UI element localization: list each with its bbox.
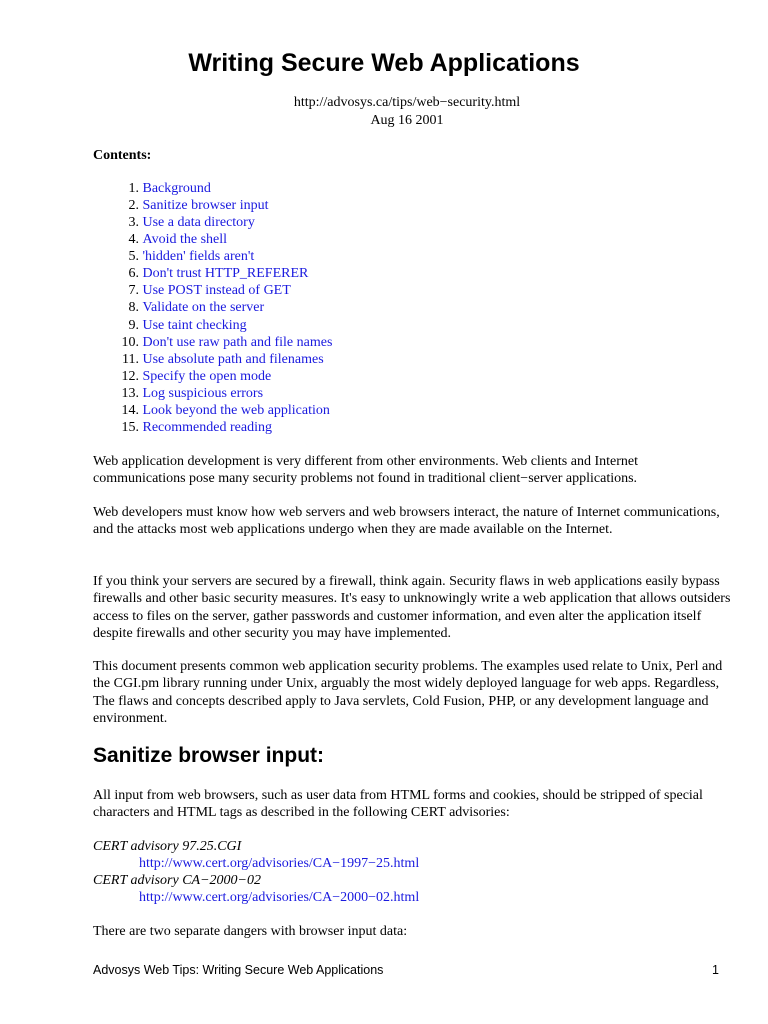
toc-number: 7. <box>128 283 139 299</box>
toc-item <box>93 402 332 419</box>
toc-number: 10. <box>121 334 139 350</box>
toc-number: 15. <box>121 419 139 435</box>
paragraph-firewall: If you think your servers are secured by a firewall, think again. Security flaws in web applications easily bypass firewalls and other basic security measures. It's easy to unknowingly write a web application that allows outsiders access to files on the server, gather passwords and customer information, and even alter the application itself despite firewalls and other security you may have implemented. <box>93 574 731 641</box>
toc-item <box>93 368 332 385</box>
toc-number: 11. <box>122 351 139 367</box>
toc-number: 2. <box>128 198 139 214</box>
toc-item <box>93 197 332 214</box>
toc-item <box>93 351 332 368</box>
toc-number: 4. <box>128 232 139 248</box>
document-url: http://advosys.ca/tips/web−security.html <box>293 95 521 110</box>
advisory-link[interactable]: http://www.cert.org/advisories/CA−1997−25.html <box>139 856 420 871</box>
toc-item <box>93 334 332 351</box>
toc-link-sanitize-browser-input[interactable]: Sanitize browser input <box>142 198 269 214</box>
toc-item <box>93 180 332 197</box>
toc-item <box>93 419 332 436</box>
toc-item <box>93 317 332 334</box>
toc-number: 5. <box>128 249 139 265</box>
toc-item <box>93 282 332 299</box>
document-meta <box>0 94 768 130</box>
toc-item <box>93 265 332 282</box>
toc-link-open-mode[interactable]: Specify the open mode <box>142 368 272 384</box>
toc-link-hidden-fields[interactable]: 'hidden' fields aren't <box>142 249 255 265</box>
toc-number: 8. <box>128 300 139 316</box>
toc-number: 9. <box>128 317 139 333</box>
toc-number: 6. <box>128 266 139 282</box>
toc-item <box>93 214 332 231</box>
page-title: Writing Secure Web Applications <box>188 49 580 77</box>
footer-title: Advosys Web Tips: Writing Secure Web Applications <box>93 963 384 977</box>
advisory-name <box>93 838 241 855</box>
advisory-name <box>93 872 261 889</box>
toc-link-validate-on-server[interactable]: Validate on the server <box>142 300 265 316</box>
advisory-name-text: CERT advisory 97.25.CGI <box>93 839 242 854</box>
advisory-link[interactable]: http://www.cert.org/advisories/CA−2000−02.html <box>139 890 420 905</box>
toc-number: 14. <box>121 402 139 418</box>
section-closing: There are two separate dangers with browser input data: <box>93 924 408 939</box>
paragraph-developers: Web developers must know how web servers and web browsers interact, the nature of Internet communications, and the attacks most web applications undergo when they are made available on the Internet. <box>93 505 720 538</box>
toc-link-post-instead-of-get[interactable]: Use POST instead of GET <box>142 283 291 299</box>
toc-link-recommended-reading[interactable]: Recommended reading <box>142 419 272 435</box>
paragraph-intro: Web application development is very different from other environments. Web clients and Internet communications pose many security problems not found in traditional client−server applications. <box>93 454 639 487</box>
section-heading: Sanitize browser input: <box>93 744 325 767</box>
toc-link-taint-checking[interactable]: Use taint checking <box>142 317 247 333</box>
advisory-name-text: CERT advisory CA−2000−02 <box>93 873 261 888</box>
toc-link-look-beyond[interactable]: Look beyond the web application <box>142 402 330 418</box>
section-intro: All input from web browsers, such as user data from HTML forms and cookies, should be stripped of special characters and HTML tags as described in the following CERT advisories: <box>93 788 703 821</box>
toc-link-use-data-directory[interactable]: Use a data directory <box>142 215 255 231</box>
toc-item <box>93 385 332 402</box>
contents-label: Contents: <box>93 148 152 163</box>
toc-link-http-referer[interactable]: Don't trust HTTP_REFERER <box>142 266 309 282</box>
toc-link-absolute-path[interactable]: Use absolute path and filenames <box>142 351 324 367</box>
paragraph-document-scope: This document presents common web application security problems. The examples used relate to Unix, Perl and the CGI.pm library running under Unix, arguably the most widely deployed language for web apps. Regardless, The flaws and concepts described apply to Java servlets, Cold Fusion, PHP, or any development language and environment. <box>93 659 723 726</box>
toc-item <box>93 248 332 265</box>
page-number: 1 <box>712 963 719 977</box>
toc-number: 12. <box>121 368 139 384</box>
toc-item <box>93 299 332 316</box>
toc-link-raw-path[interactable]: Don't use raw path and file names <box>142 334 333 350</box>
toc-number: 3. <box>128 215 139 231</box>
toc-number: 1. <box>128 181 139 196</box>
toc-link-background[interactable]: Background <box>142 181 211 196</box>
toc-item <box>93 231 332 248</box>
toc-number: 13. <box>121 385 139 401</box>
toc-link-log-errors[interactable]: Log suspicious errors <box>142 385 264 401</box>
toc-link-avoid-shell[interactable]: Avoid the shell <box>142 232 228 248</box>
table-of-contents <box>93 180 332 436</box>
document-date: Aug 16 2001 <box>370 113 444 128</box>
